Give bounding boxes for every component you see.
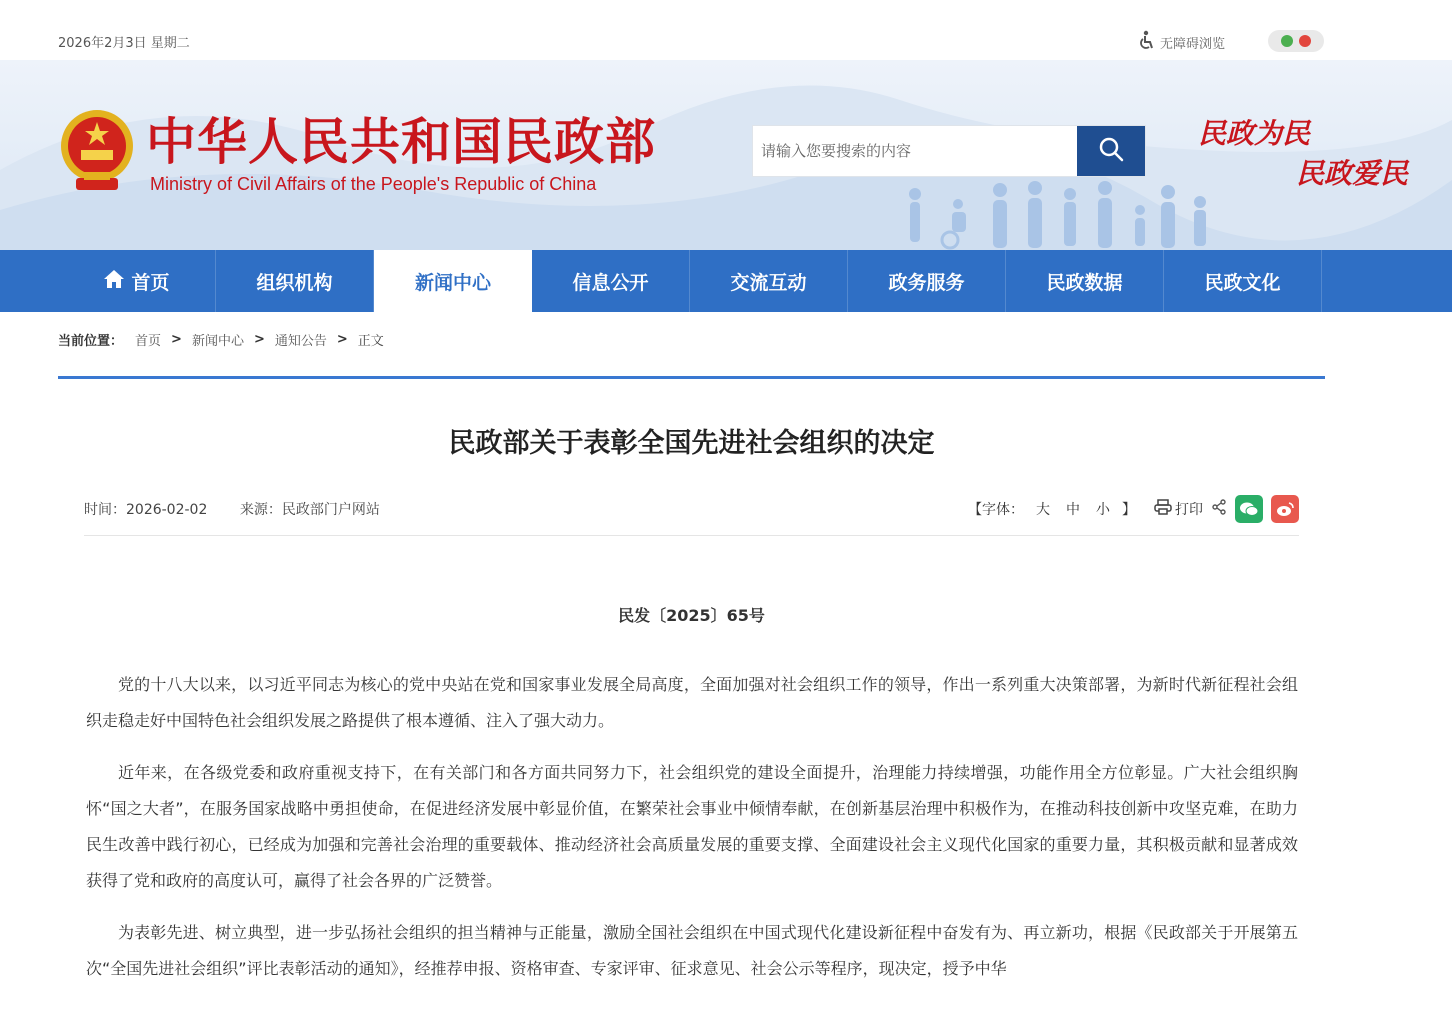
people-silhouette	[900, 180, 1240, 250]
accessibility-link[interactable]	[1138, 30, 1225, 54]
breadcrumb-separator: >	[336, 332, 348, 347]
meta-divider	[84, 535, 1299, 536]
font-size-medium[interactable]: 中	[1066, 502, 1080, 518]
print-label: 打印	[1175, 502, 1203, 518]
article-title: 民政部关于表彰全国先进社会组织的决定	[448, 428, 935, 459]
article-source: 来源：民政部门户网站	[239, 502, 380, 518]
search-icon	[1097, 135, 1125, 167]
home-icon	[103, 269, 125, 294]
article-paragraph: 近年来，在各级党委和政府重视支持下，在有关部门和各方面共同努力下，社会组织党的建设全面提升，治理能力持续增强，功能作用全方位彰显。广大社会组织胸怀“国之大者”，在服务国家战略中勇担使命，在促进经济发展中彰显价值，在繁荣社会事业中倾情奉献，在创新基层治理中积极作为，在推动科技创新中攻坚克难，在助力民生改善中践行初心，已经成为加强和完善社会治理的重要载体、推动经济社会高质量发展的重要支撑、全面建设社会主义现代化国家的重要力量，其积极贡献和显著成效获得了党和政府的高度认可，赢得了社会各界的广泛赞誉。	[86, 763, 1298, 890]
breadcrumb-label: 当前位置：	[58, 334, 124, 349]
wechat-icon[interactable]	[1281, 35, 1293, 47]
nav-item-gov-services[interactable]	[848, 250, 1006, 312]
publish-time: 时间：2026-02-02	[84, 502, 208, 518]
article-tools	[968, 495, 1299, 523]
breadcrumb-news-center[interactable]: 新闻中心	[191, 334, 244, 349]
article-meta	[84, 499, 408, 519]
search-button[interactable]	[1077, 126, 1145, 176]
nav-item-culture[interactable]	[1164, 250, 1322, 312]
breadcrumb	[58, 330, 384, 349]
search-box	[752, 125, 1146, 177]
document-number: 民发〔2025〕65号	[618, 606, 765, 625]
site-title[interactable]: 中华人民共和国民政部	[146, 112, 656, 171]
nav-item-data[interactable]	[1006, 250, 1164, 312]
accessibility-label: 无障碍浏览	[1160, 36, 1226, 52]
slogan-line-2: 民政爱民	[1296, 157, 1409, 190]
slogan-line-1: 民政为民	[1198, 117, 1311, 150]
breadcrumb-separator: >	[253, 332, 265, 347]
site-header	[0, 60, 1452, 250]
nav-item-label: 组织机构	[256, 271, 333, 294]
font-size-label: 【字体：	[968, 502, 1024, 518]
article-paragraph: 党的十八大以来，以习近平同志为核心的党中央站在党和国家事业发展全局高度，全面加强对社会组织工作的领导，作出一系列重大决策部署，为新时代新征程社会组织走稳走好中国特色社会组织发展之路提供了根本遵循、注入了强大动力。	[86, 675, 1298, 730]
main-nav	[0, 250, 1452, 312]
nav-item-organization[interactable]	[216, 250, 374, 312]
nav-item-home[interactable]	[58, 250, 216, 312]
nav-item-label: 首页	[131, 271, 170, 294]
search-input[interactable]	[753, 126, 1077, 176]
nav-item-label: 民政数据	[1046, 271, 1123, 294]
nav-item-info-disclosure[interactable]	[532, 250, 690, 312]
breadcrumb-separator: >	[171, 332, 182, 347]
breadcrumb-current: 正文	[357, 334, 384, 349]
current-date: 2026年2月3日 星期二	[58, 36, 190, 51]
font-size-close: 】	[1122, 502, 1136, 518]
nav-item-label: 新闻中心	[414, 271, 491, 294]
printer-icon	[1154, 499, 1172, 519]
social-links	[1268, 30, 1324, 52]
national-emblem	[58, 108, 136, 194]
accessibility-icon	[1138, 30, 1156, 54]
font-size-small[interactable]: 小	[1096, 502, 1110, 518]
breadcrumb-home[interactable]: 首页	[135, 334, 162, 349]
weibo-share-icon[interactable]	[1271, 495, 1299, 523]
nav-item-label: 政务服务	[888, 271, 965, 294]
nav-item-news-center[interactable]	[374, 250, 532, 312]
weibo-icon[interactable]	[1299, 35, 1311, 47]
article-paragraph: 为表彰先进、树立典型，进一步弘扬社会组织的担当精神与正能量，激励全国社会组织在中国式现代化建设新征程中奋发有为、再立新功，根据《民政部关于开展第五次“全国先进社会组织”评比表彰活动的通知》，经推荐申报、资格审查、专家评审、征求意见、社会公示等程序，现决定，授予中华	[86, 923, 1298, 978]
top-bar	[0, 0, 1452, 60]
nav-item-label: 民政文化	[1204, 271, 1281, 294]
font-size-large[interactable]: 大	[1036, 502, 1050, 518]
nav-item-label: 交流互动	[730, 271, 807, 294]
breadcrumb-notices[interactable]: 通知公告	[274, 334, 327, 349]
print-button[interactable]	[1154, 499, 1203, 519]
nav-item-interaction[interactable]	[690, 250, 848, 312]
wechat-share-icon[interactable]	[1235, 495, 1263, 523]
nav-item-label: 信息公开	[572, 271, 649, 294]
article	[58, 379, 1325, 1010]
site-subtitle: Ministry of Civil Affairs of the People's Republic of China	[150, 174, 597, 194]
share-icon[interactable]	[1211, 499, 1227, 519]
